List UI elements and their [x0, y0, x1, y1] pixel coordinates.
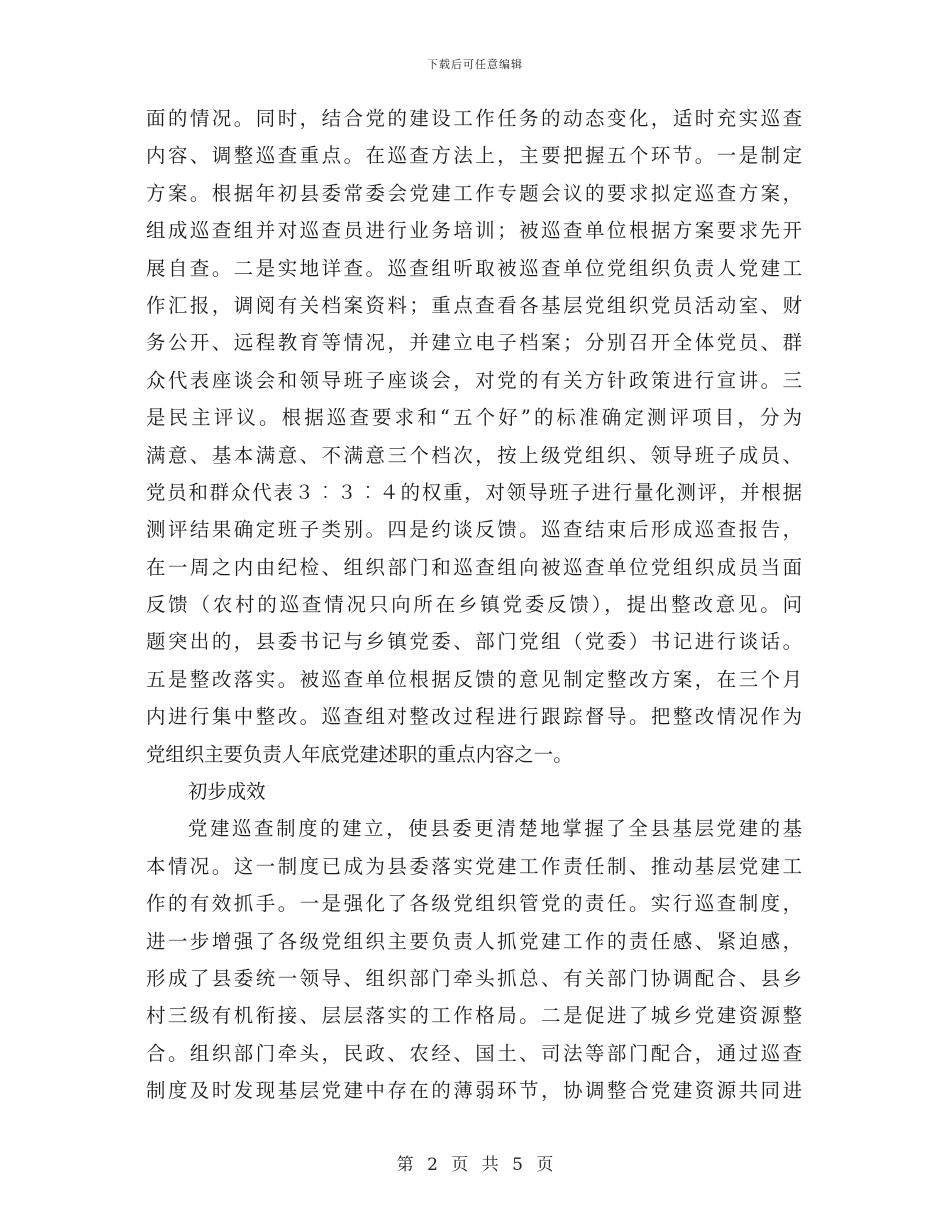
- document-body: [146, 100, 802, 1110]
- text-line: 在一周之内由纪检、组织部门和巡查组向被巡查单位党组织成员当面: [146, 555, 802, 579]
- text-line: 内进行集中整改。巡查组对整改过程进行跟踪督导。把整改情况作为: [146, 705, 802, 729]
- text-line: 形成了县委统一领导、组织部门牵头抓总、有关部门协调配合、县乡: [146, 966, 802, 990]
- page-number: 第 2 页 共 5 页: [396, 1155, 554, 1175]
- text-line: 众代表座谈会和领导班子座谈会，对党的有关方针政策进行宣讲。三: [146, 368, 802, 392]
- text-line: 党建巡查制度的建立，使县委更清楚地掌握了全县基层党建的基: [188, 817, 802, 841]
- text-line: 党组织主要负责人年底党建述职的重点内容之一。: [146, 742, 573, 766]
- text-line: 村三级有机衔接、层层落实的工作格局。二是促进了城乡党建资源整: [146, 1004, 802, 1028]
- paragraph-2: [146, 810, 802, 1109]
- text-line: 务公开、远程教育等情况，并建立电子档案；分别召开全体党员、群: [146, 331, 802, 355]
- text-line: 进一步增强了各级党组织主要负责人抓党建工作的责任感、紧迫感，: [146, 929, 802, 953]
- text-line: 测评结果确定班子类别。四是约谈反馈。巡查结束后形成巡查报告，: [146, 518, 802, 542]
- text-line: 面的情况。同时，结合党的建设工作任务的动态变化，适时充实巡查: [146, 107, 802, 130]
- text-line: 展自查。二是实地详查。巡查组听取被巡查单位党组织负责人党建工: [146, 256, 802, 280]
- text-line: 方案。根据年初县委常委会党建工作专题会议的要求拟定巡查方案，: [146, 181, 802, 205]
- text-line: 本情况。这一制度已成为县委落实党建工作责任制、推动基层党建工: [146, 854, 802, 878]
- text-line: 合。组织部门牵头，民政、农经、国土、司法等部门配合，通过巡查: [146, 1041, 802, 1065]
- text-line: 制度及时发现基层党建中存在的薄弱环节，协调整合党建资源共同进: [146, 1079, 802, 1103]
- section-heading: 初步成效: [188, 780, 266, 804]
- text-line: 党员和群众代表３︰３︰４的权重，对领导班子进行量化测评，并根据: [146, 480, 802, 504]
- text-line: 五是整改落实。被巡查单位根据反馈的意见制定整改方案，在三个月: [146, 667, 802, 691]
- page-header: 下载后可任意编辑: [427, 58, 523, 71]
- text-line: 反馈（农村的巡查情况只向所在乡镇党委反馈），提出整改意见。问: [146, 593, 802, 617]
- text-line: 作汇报，调阅有关档案资料；重点查看各基层党组织党员活动室、财: [146, 293, 802, 317]
- text-line: 是民主评议。根据巡查要求和“五个好”的标准确定测评项目，分为: [146, 406, 802, 430]
- text-line: 内容、调整巡查重点。在巡查方法上，主要把握五个环节。一是制定: [146, 144, 802, 168]
- text-line: 组成巡查组并对巡查员进行业务培训；被巡查单位根据方案要求先开: [146, 219, 802, 243]
- text-line: 满意、基本满意、不满意三个档次，按上级党组织、领导班子成员、: [146, 443, 802, 467]
- text-line: 题突出的，县委书记与乡镇党委、部门党组（党委）书记进行谈话。: [146, 630, 802, 654]
- text-line: 作的有效抓手。一是强化了各级党组织管党的责任。实行巡查制度，: [146, 892, 802, 916]
- paragraph-1: [146, 100, 802, 773]
